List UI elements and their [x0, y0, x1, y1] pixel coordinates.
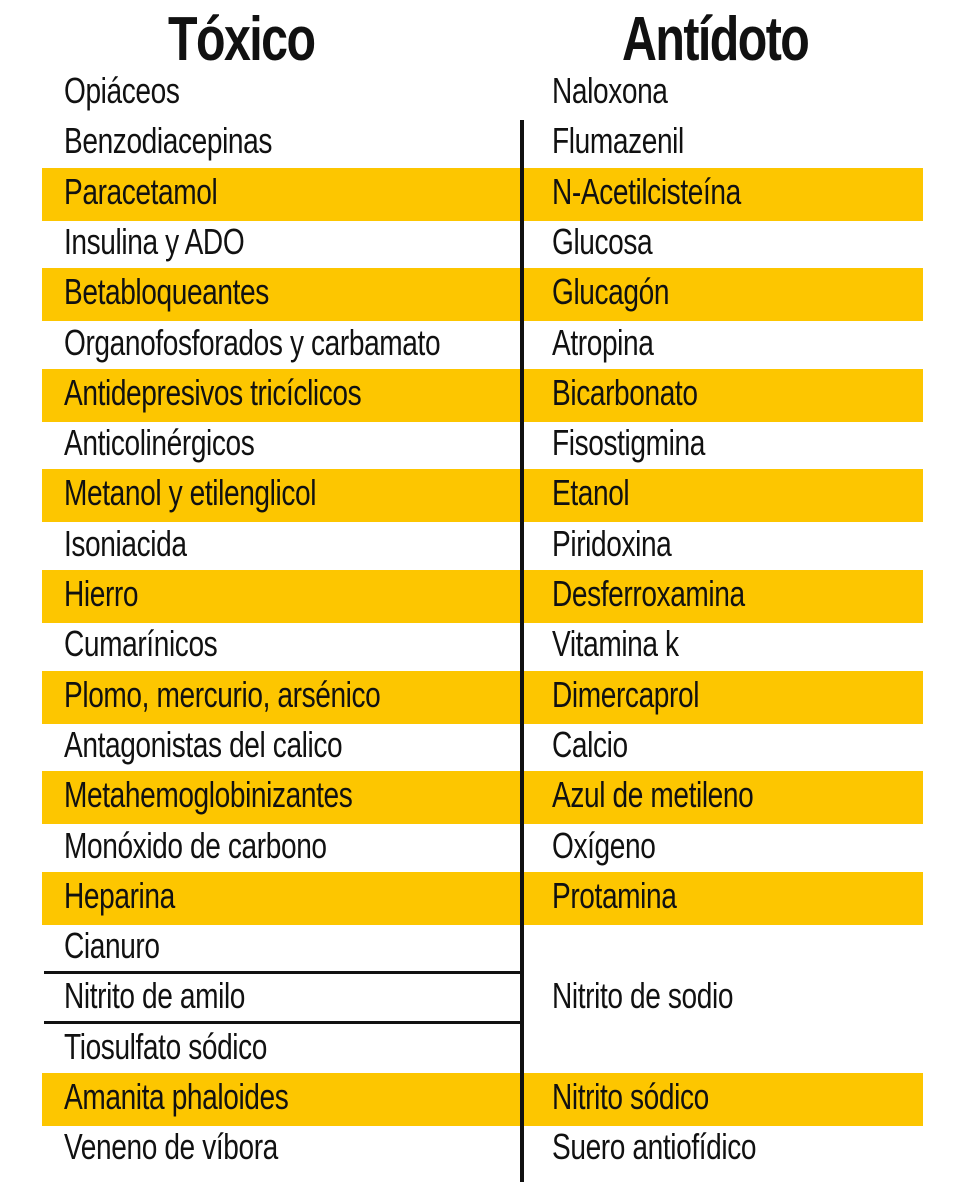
- toxic-cell: Amanita phaloides: [64, 1076, 289, 1117]
- antidote-cell: Nitrito de sodio: [552, 975, 734, 1017]
- antidote-cell: Glucosa: [552, 220, 653, 262]
- header-toxic: Tóxico: [168, 5, 315, 74]
- toxic-cell: Anticolinérgicos: [64, 422, 255, 464]
- antidote-cell: Azul de metileno: [552, 774, 754, 816]
- toxic-cell: Antidepresivos tricíclicos: [64, 371, 362, 413]
- toxic-cell: Organofosforados y carbamato: [64, 321, 441, 363]
- toxic-cell: Hierro: [64, 573, 139, 614]
- toxic-cell: Plomo, mercurio, arsénico: [64, 673, 381, 715]
- antidote-cell: Oxígeno: [552, 824, 656, 866]
- toxic-cell: Benzodiacepinas: [64, 120, 273, 162]
- toxic-cell: Opiáceos: [64, 70, 180, 111]
- antidote-cell: Vitamina k: [552, 623, 679, 665]
- toxic-cell: Monóxido de carbono: [64, 824, 327, 866]
- row-highlight: [42, 570, 923, 623]
- antidote-cell: Bicarbonato: [552, 371, 698, 413]
- antidote-cell: Glucagón: [552, 271, 670, 313]
- antidote-cell: Protamina: [552, 874, 677, 916]
- header-antidote: Antídoto: [622, 5, 809, 74]
- toxic-cell: Antagonistas del calico: [64, 723, 343, 765]
- toxic-cell: Metanol y etilenglicol: [64, 472, 317, 514]
- toxic-cell: Veneno de víbora: [64, 1126, 278, 1168]
- antidote-cell: Suero antiofídico: [552, 1126, 757, 1168]
- toxic-cell: Nitrito de amilo: [64, 975, 246, 1017]
- antidote-cell: Calcio: [552, 723, 628, 765]
- antidote-cell: Dimercaprol: [552, 673, 700, 715]
- column-divider: [520, 120, 524, 1182]
- toxic-cell: Isoniacida: [64, 522, 187, 564]
- antidote-cell: Naloxona: [552, 70, 668, 111]
- toxic-cell: Betabloqueantes: [64, 271, 269, 313]
- toxic-cell: Paracetamol: [64, 170, 218, 212]
- toxic-cell: Insulina y ADO: [64, 220, 245, 262]
- toxic-cell: Cumarínicos: [64, 623, 218, 665]
- antidote-cell: Desferroxamina: [552, 573, 745, 614]
- antidote-cell: Nitrito sódico: [552, 1076, 709, 1117]
- toxic-cell: Metahemoglobinizantes: [64, 774, 353, 816]
- antidote-cell: N-Acetilcisteína: [552, 170, 741, 212]
- antidote-cell: Flumazenil: [552, 120, 684, 162]
- toxic-cell: Cianuro: [64, 925, 160, 967]
- antidote-cell: Etanol: [552, 472, 630, 514]
- toxic-cell: Heparina: [64, 874, 175, 916]
- antidote-cell: Atropina: [552, 321, 654, 363]
- toxic-cell: Tiosulfato sódico: [64, 1025, 268, 1067]
- antidote-cell: Piridoxina: [552, 522, 672, 564]
- antidote-cell: Fisostigmina: [552, 422, 705, 464]
